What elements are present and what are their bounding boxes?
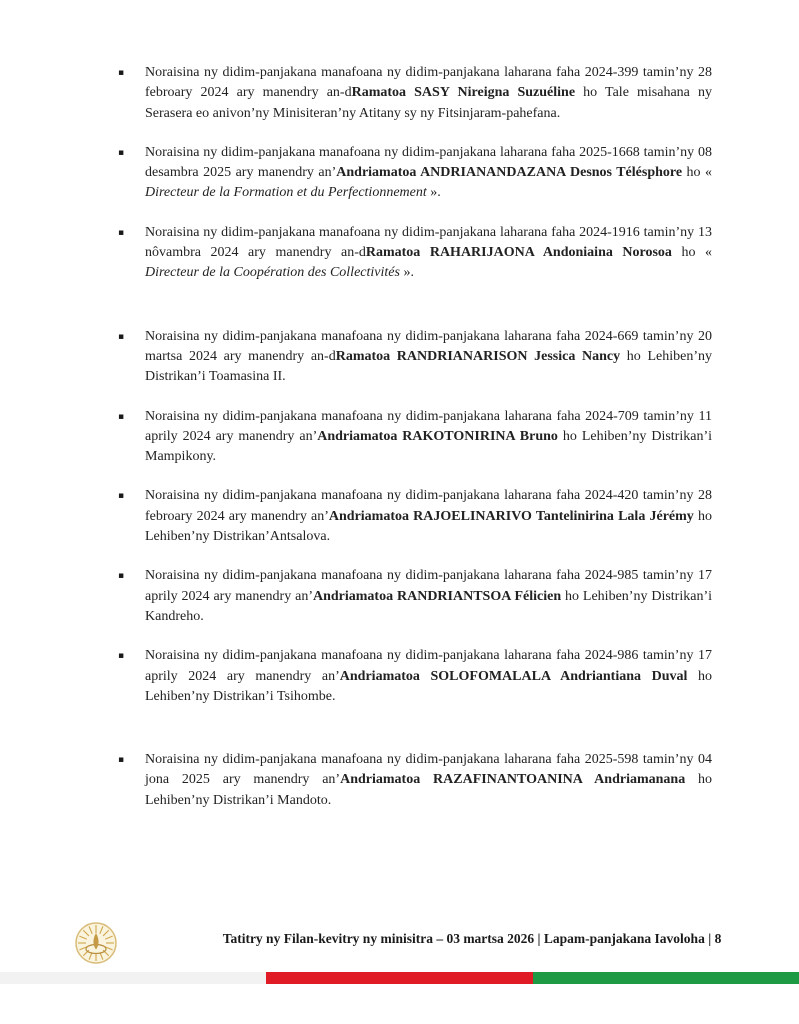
bullet-item bbox=[118, 63, 712, 124]
text-segment: ho Tale misahana ny Serasera eo anivon’ny Minisiteran’ny Atitany sy ny Fitsinjaram-pahefana. bbox=[145, 85, 712, 121]
presidential-seal-icon bbox=[74, 920, 118, 968]
text-segment: Andriamatoa RANDRIANTSOA Félicien bbox=[312, 588, 562, 604]
flag-bar-red-segment bbox=[266, 972, 532, 984]
text-segment: Noraisina ny didim-panjakana manafoana ny didim-panjakana laharana faha 2024-985 tamin’ny 17 aprily 2024 ary manendry an’ bbox=[145, 568, 712, 604]
flag-bar bbox=[0, 972, 799, 984]
text-segment: ho Lehiben’ny Distrikan’i Mampikony. bbox=[145, 428, 713, 465]
bullet-item bbox=[118, 750, 712, 811]
bullet-list bbox=[118, 63, 712, 830]
bullet-text bbox=[145, 488, 712, 544]
text-segment: Andriamatoa RAZAFINANTOANINA Andriamanana bbox=[340, 772, 686, 788]
bullet-marker-icon: ▪ bbox=[118, 331, 125, 342]
text-segment: ho « bbox=[671, 245, 712, 261]
bullet-text bbox=[145, 752, 712, 808]
bullet-text bbox=[145, 568, 712, 624]
text-segment: Noraisina ny didim-panjakana manafoana ny didim-panjakana laharana faha 2024-986 tamin’ny 17 aprily 2024 ary manendry an’ bbox=[145, 648, 712, 684]
text-segment: Andriamatoa ANDRIANANDAZANA Desnos Télésphore bbox=[336, 165, 683, 181]
text-segment: Andriamatoa RAKOTONIRINA Bruno bbox=[317, 428, 558, 444]
flag-bar-white-segment bbox=[0, 972, 266, 984]
flag-bar-green-segment bbox=[533, 972, 799, 984]
bullet-item bbox=[118, 223, 712, 284]
bullet-item bbox=[118, 143, 712, 204]
text-segment: ho Lehiben’ny Distrikan’Antsalova. bbox=[145, 508, 712, 545]
text-segment: Andriamatoa SOLOFOMALALA Andriantiana Duval bbox=[339, 668, 688, 684]
text-segment: ho Lehiben’ny Distrikan’i Tsihombe. bbox=[145, 668, 713, 704]
text-segment: Ramatoa RANDRIANARISON Jessica Nancy bbox=[335, 348, 621, 364]
bullet-text bbox=[145, 409, 712, 465]
text-segment: Andriamatoa RAJOELINARIVO Tantelinirina Lala Jérémy bbox=[328, 508, 694, 524]
page-footer bbox=[145, 931, 799, 947]
text-segment: Noraisina ny didim-panjakana manafoana ny didim-panjakana laharana faha 2024-399 tamin’ny 28 febroary 2024 ary manendry an-d bbox=[145, 65, 712, 101]
footer-separator: | bbox=[704, 931, 715, 946]
text-segment: Noraisina ny didim-panjakana manafoana ny didim-panjakana laharana faha 2024-420 tamin’ny 28 febroary 2024 ary manendry an’ bbox=[145, 488, 712, 524]
text-segment: Directeur de la Formation et du Perfectionnement bbox=[145, 185, 427, 201]
bullet-marker-icon: ▪ bbox=[118, 755, 125, 766]
bullet-item bbox=[118, 646, 712, 707]
bullet-text bbox=[145, 225, 712, 281]
bullet-item bbox=[118, 327, 712, 388]
text-segment: Noraisina ny didim-panjakana manafoana ny didim-panjakana laharana faha 2024-669 tamin’ny 20 martsa 2024 ary manendry an-d bbox=[145, 328, 712, 364]
bullet-text bbox=[145, 329, 712, 385]
text-segment: Noraisina ny didim-panjakana manafoana ny didim-panjakana laharana faha 2025-598 tamin’ny 04 jona 2025 ary manendry an’ bbox=[145, 752, 712, 788]
text-segment: ho Lehiben’ny Distrikan’i Kandreho. bbox=[145, 588, 713, 624]
text-segment: ». bbox=[426, 185, 441, 201]
bullet-marker-icon: ▪ bbox=[118, 68, 125, 78]
bullet-text bbox=[145, 648, 712, 704]
bullet-item bbox=[118, 407, 712, 468]
bullet-item bbox=[118, 566, 712, 627]
bullet-text bbox=[145, 65, 712, 121]
text-segment: ho « bbox=[682, 165, 713, 181]
bullet-item bbox=[118, 486, 712, 547]
text-segment: ho Lehiben’ny Distrikan’i Mandoto. bbox=[145, 772, 713, 808]
bullet-marker-icon: ▪ bbox=[118, 411, 125, 422]
text-segment: Noraisina ny didim-panjakana manafoana ny didim-panjakana laharana faha 2024-1916 tamin’ny 13 nôvambra 2024 ary manendry an-d bbox=[145, 224, 712, 261]
bullet-marker-icon: ▪ bbox=[118, 147, 125, 158]
text-segment: Ramatoa RAHARIJAONA Andoniaina Norosoa bbox=[365, 245, 672, 261]
bullet-text bbox=[145, 145, 712, 201]
text-segment: ». bbox=[399, 265, 414, 281]
text-segment: ho Lehiben’ny Distrikan’i Toamasina II. bbox=[145, 348, 712, 385]
page-number: 8 bbox=[714, 931, 722, 946]
bullet-marker-icon: ▪ bbox=[118, 227, 125, 238]
text-segment: Ramatoa SASY Nireigna Suzuéline bbox=[351, 85, 576, 101]
text-segment: Directeur de la Coopération des Collectivités bbox=[145, 265, 400, 281]
bullet-marker-icon: ▪ bbox=[118, 571, 125, 582]
bullet-marker-icon: ▪ bbox=[118, 651, 125, 662]
text-segment: Noraisina ny didim-panjakana manafoana ny didim-panjakana laharana faha 2025-1668 tamin’ny 08 desambra 2025 ary manendry an’ bbox=[145, 144, 712, 181]
text-segment: Noraisina ny didim-panjakana manafoana ny didim-panjakana laharana faha 2024-709 tamin’ny 11 aprily 2024 ary manendry an’ bbox=[145, 408, 712, 444]
bullet-marker-icon: ▪ bbox=[118, 491, 125, 502]
footer-caption: Tatitry ny Filan-kevitry ny minisitra – 03 martsa 2026 | Lapam-panjakana Iavoloha bbox=[222, 931, 705, 946]
